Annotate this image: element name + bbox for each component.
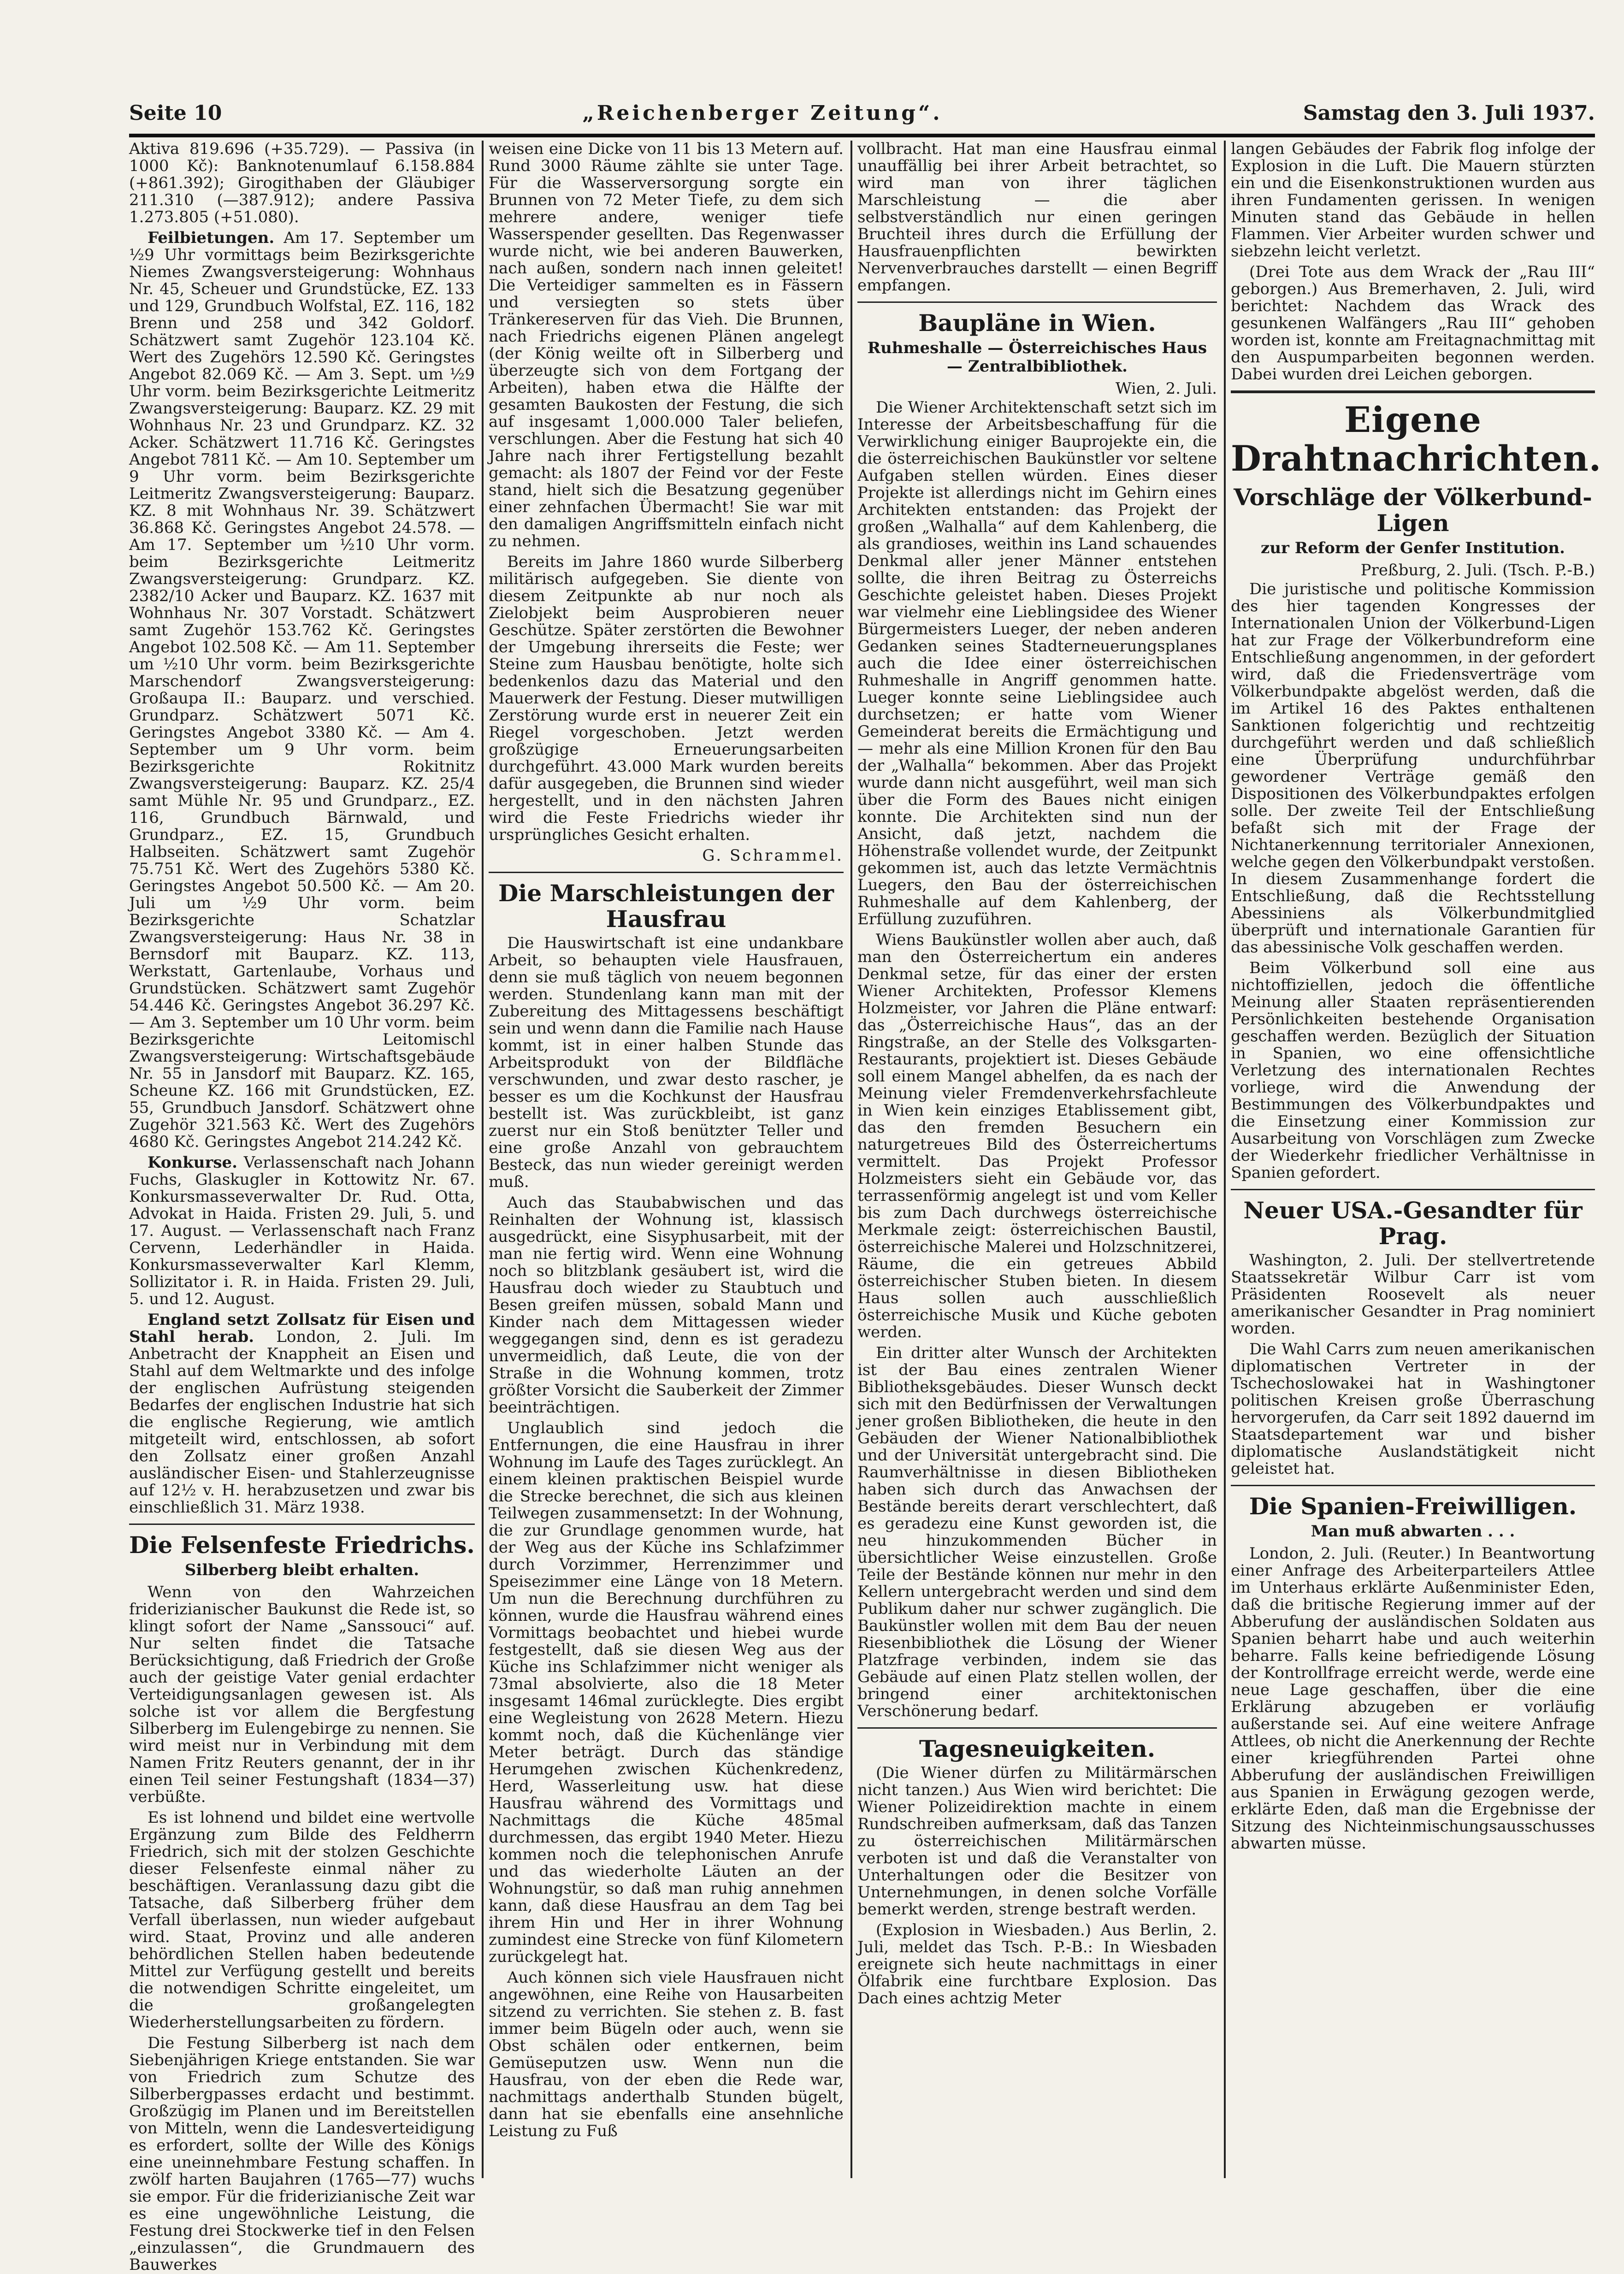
feilbietungen-text: Am 17. September um ½9 Uhr vormittags beim Bezirksgerichte Niemes Zwangsversteigerung: Wohnhaus Nr. 45, Scheuer und Grundstücke, EZ. 133 und 129, Grundbuch Wolfstal, EZ. 116, 182 Brenn und 258 und 342 Goldorf. Schätzwert samt Zugehör 123.104 Kč. Wert des Zugehörs 12.590 Kč. Geringstes Angebot 82.069 Kč. — Am 3. Sept. um ½9 Uhr vorm. beim Bezirksgerichte Leitmeritz Zwangsversteigerung: Bauparz. KZ. 29 mit Wohnhaus Nr. 23 und Grundparz. KZ. 32 Acker. Schätzwert 11.716 Kč. Geringstes Angebot 7811 Kč. — Am 10. September um 9 Uhr vorm. beim Bezirksgerichte Leitmeritz Zwangsversteigerung: Bauparz. KZ. 8 mit Wohnhaus Nr. 39. Schätzwert 36.868 Kč. Geringstes Angebot 24.578. — Am 17. September um ½10 Uhr vorm. beim Bezirksgerichte Leitmeritz Zwangsversteigerung: Grundparz. KZ. 2382/10 Acker und Bauparz. KZ. 1637 mit Wohnhaus Nr. 307 Vorstadt. Schätzwert samt Zugehör 153.762 Kč. Geringstes Angebot 102.508 Kč. — Am 11. September um ½10 Uhr vorm. beim Bezirksgerichte Marschendorf Zwangsversteigerung: Großaupa II.: Bauparz. und verschied. Grundparz. Schätzwert 5071 Kč. Geringstes Angebot 3380 Kč. — Am 4. September um 9 Uhr vorm. beim Bezirksgerichte Rokitnitz Zwangsversteigerung: Bauparz. KZ. 25/4 samt Mühle Nr. 95 und Grundparz., EZ. 116, Grundbuch Bärnwald, und Grundparz., EZ. 15, Grundbuch Halbseiten. Schätzwert samt Zugehör 75.751 Kč. Wert des Zugehörs 5380 Kč. Geringstes Angebot 50.500 Kč. — Am 20. Juli um ½9 Uhr vorm. beim Bezirksgerichte Schatzlar Zwangsversteigerung: Haus Nr. 38 in Bernsdorf mit Bauparz. KZ. 113, Werkstatt, Gartenlaube, Vorhaus und Grundstücken. Schätzwert samt Zugehör 54.446 Kč. Geringstes Angebot 36.297 Kč. — Am 3. September um 10 Uhr vorm. beim Bezirksgerichte Leitomischl Zwangsversteigerung: Wirtschaftsgebäude Nr. 55 in Jansdorf mit Bauparz. KZ. 165, Scheune KZ. 166 mit Grundstücken, EZ. 55, Grundbuch Jansdorf. Schätzwert ohne Zugehör 321.563 Kč. Wert des Zugehörs 4680 Kč. Geringstes Angebot 214.242 Kč. (129, 229, 475, 1151)
article-paragraph: Unglaublich sind jedoch die Entfernungen, die eine Hausfrau in ihrer Wohnung im Laufe des Tages zurücklegt. An einem kleinen praktischen Beispiel wurde die Strecke berechnet, die sich aus kleinen Teilwegen zusammensetzt: In der Wohnung, die zur Grundlage genommen wurde, hat der Weg aus der Küche ins Schlafzimmer durch Vorzimmer, Herrenzimmer und Speisezimmer eine Länge von 18 Metern. Um nun die Berechnung durchführen zu können, wurde die Hausfrau während eines Vormittags beobachtet und hiebei wurde festgestellt, daß sie diesen Weg aus der Küche ins Schlafzimmer nicht weniger als 73mal absolvierte, also die 18 Meter insgesamt 146mal zurücklegte. Dies ergibt eine Wegleistung von 2628 Metern. Hiezu kommt noch, daß die Küchenlänge vier Meter beträgt. Durch das ständige Herumgehen zwischen Küchenkredenz, Herd, Wasserleitung usw. hat diese Hausfrau während des Vormittags und Nachmittags die Küche 485mal durchmessen, das ergibt 1940 Meter. Hiezu kommen noch die telephonischen Anrufe und das wiederholte Läuten an der Wohnungstür, so daß man ruhig annehmen kann, daß diese Hausfrau an dem Tag bei ihrem Hin und Her in ihrer Wohnung zumindest eine Strecke von fünf Kilometern zurückgelegt hat. (489, 1419, 844, 1966)
column-1 (129, 140, 475, 2274)
article-headline-usa-gesandter: Neuer USA.-Gesandter für Prag. (1243, 1197, 1583, 1250)
konkurse-paragraph (129, 1154, 475, 1308)
article-headline-bauplaene: Baupläne in Wien. (918, 309, 1156, 337)
bank-balance-text: Aktiva 819.696 (+35.729). — Passiva (in 1000 Kč): Banknotenumlauf 6.158.884 (+861.392); Girogithaben der Gläubiger 211.310 (—387.912); andere Passiva 1.273.805 (+51.080). (129, 140, 475, 226)
article-paragraph: Washington, 2. Juli. Der stellvertretende Staatssekretär Wilbur Carr ist vom Präsidenten Roosevelt als neuer amerikanischer Gesandter in Prag nominiert worden. (1231, 1251, 1595, 1338)
section-divider (1231, 1485, 1595, 1486)
england-text: London, 2. Juli. Im Anbetracht der Knappheit an Eisen und Stahl auf dem Weltmarkte und des infolge der englischen Aufrüstung steigenden Bedarfes der englischen Industrie hat sich die englische Regierung, wie amtlich mitgeteilt wird, entschlossen, ab sofort den Zollsatz einer großen Anzahl ausländischer Eisen- und Stahlerzeugnisse auf 12½ v. H. herabzusetzen und zwar bis einschließlich 31. März 1938. (129, 1328, 475, 1517)
article-paragraph: Beim Völkerbund soll eine aus nichtoffiziellen, jedoch die öffentliche Meinung aller Staaten repräsentierenden Persönlichkeiten bestehende Organisation geschaffen werden. Bezüglich der Situation in Spanien, wo eine offensichtliche Verletzung des internationalen Rechtes vorliege, wird die Anwendung der Bestimmungen des Völkerbundpaktes und die Einsetzung einer Kommission zur Ausarbeitung von Vorschlägen zum Zwecke der Wiederkehr friedlicher Verhältnisse in Spanien gefordert. (1231, 959, 1595, 1182)
article-signature: G. Schrammel. (702, 846, 844, 865)
article-paragraph: Wiens Baukünstler wollen aber auch, daß man den Österreichertum ein anderes Denkmal setze, für das einer der ersten Wiener Architekten, Professor Klemens Holzmeister, vor Jahren die Pläne entwarf: das „Österreichische Haus“, das an der Ringstraße, an der Stelle des Volksgarten-Restaurants, projektiert ist. Dieses Gebäude soll einem Mangel abhelfen, da es nach der Meinung vieler Fremdenverkehrsfachleute in Wien kein einziges Etablissement gibt, das den fremden Besuchern ein naturgetreues Bild des Österreichertums vermittelt. Das Projekt Professor Holzmeisters sieht ein Gebäude vor, das terrassenförmig angelegt ist und vom Keller bis zum Dach durchwegs österreichische Merkmale zeigt: österreichischen Baustil, österreichische Malerei und Holzschnitzerei, Räume, die ein getreues Abbild österreichischer Stuben bieten. In diesem Haus sollen auch ausschließlich österreichische Musik und Küche geboten werden. (857, 931, 1217, 1341)
article-subhead-bauplaene: Ruhmeshalle — Österreichisches Haus — Zentralbibliothek. (867, 339, 1207, 376)
article-paragraph: Ein dritter alter Wunsch der Architekten ist der Bau eines zentralen Wiener Bibliotheksgebäudes. Dieser Wunsch deckt sich mit den Bedürfnissen der Verwaltungen jener großen Bibliotheken, die heute in den Gebäuden der Wiener Nationalbibliothek und der Universität untergebracht sind. Die Raumverhältnisse in diesen Bibliotheken haben sich durch das Anwachsen der Bestände bereits derart verschlechtert, daß es geradezu eine Kunst geworden ist, die neu hinzukommenden Bücher in übersichtlicher Weise einzustellen. Große Teile der Bestände können nur mehr in den Kellern untergebracht werden und sind dem Publikum daher nur schwer zugänglich. Die Baukünstler wollen mit dem Bau der neuen Riesenbibliothek die Lösung der Wiener Platzfrage verbinden, indem sie das Gebäude auf einen Platz stellen wollen, der bringend einer architektonischen Verschönerung bedarf. (857, 1344, 1217, 1720)
section-divider (857, 301, 1217, 303)
section-divider (129, 1524, 475, 1525)
feilbietungen-paragraph (129, 230, 475, 1151)
article-paragraph: London, 2. Juli. (Reuter.) In Beantwortung einer Anfrage des Arbeiterparteilers Attlee im Unterhaus erklärte Außenminister Eden, daß die britische Regierung immer auf der Abberufung der ausländischen Soldaten aus Spanien beharrt habe und auch weiterhin beharre. Falls keine befriedigende Lösung der Kontrollfrage erreicht werde, werde eine neue Lage geschaffen, über die eine Erklärung abzugeben er vorläufig außerstande sei. Auf eine weitere Anfrage Attlees, ob nicht die Anerkennung der Rechte einer kriegführenden Partei ohne Abberufung der ausländischen Freiwilligen aus Spanien in Erwägung gezogen werde, erklärte Eden, daß man die Ergebnisse der Sitzung des Nichteinmischungsausschusses abwarten müsse. (1231, 1544, 1595, 1853)
article-paragraph: Auch das Staubabwischen und das Reinhalten der Wohnung ist, klassisch ausgedrückt, eine Sisyphusarbeit, mit der man nie fertig wird. Wenn eine Wohnung noch so blitzblank gesäubert ist, wird die Hausfrau doch wieder zu Staubtuch und Besen greifen müssen, sobald Mann und Kinder nach dem Mittagessen wieder weggegangen sind, denn es ist geradezu unvermeidlich, daß Leute, die von der Straße in die Wohnung kommen, trotz größter Vorsicht die Sauberkeit der Zimmer beeinträchtigen. (489, 1193, 844, 1417)
england-lead: England setzt Zollsatz für Eisen und Stahl herab. (129, 1311, 475, 1346)
konkurse-text: Verlassenschaft nach Johann Fuchs, Glaskugler in Kottowitz Nr. 67. Konkursmasseverwalter Dr. Rud. Otta, Advokat in Haida. Fristen 29. Juli, 5. und 17. August. — Verlassenschaft nach Franz Cervenn, Lederhändler in Haida. Konkursmasseverwalter Karl Klemm, Sollizitator i. R. in Haida. Fristen 29. Juli, 5. und 12. August. (129, 1153, 475, 1308)
article-paragraph: (Die Wiener dürfen zu Militärmärschen nicht tanzen.) Aus Wien wird berichtet: Die Wiener Polizeidirektion machte in einem Rundschreiben aufmerksam, daß das Tanzen zu österreichischen Militärmärschen verboten ist und daß die Veranstalter von Unterhaltungen oder die Besitzer von Unternehmungen, in denen solche Vorfälle bemerkt werden, strenge bestraft werden. (857, 1764, 1217, 1919)
feilbietungen-lead: Feilbietungen. (148, 229, 275, 247)
article-paragraph: weisen eine Dicke von 11 bis 13 Metern auf. Rund 3000 Räume zählte sie unter Tage. Für die Wasserversorgung sorgte ein Brunnen von 72 Meter Tiefe, zu dem sich mehrere andere, weniger tiefe Wasserspender gesellten. Das Regenwasser wurde nicht, wie bei anderen Bauwerken, nach außen, sondern nach innen geleitet! Die Verteidiger sammelten es in Fässern und versiegten so stets über Tränkereserven für das Vieh. Die Brunnen, nach Friedrichs eigenen Plänen angelegt (der König weilte oft in Silberberg und überzeugte sich von dem Fortgang der Arbeiten), haben etwa die Hälfte der gesamten Baukosten der Festung, die sich auf insgesamt 1,000.000 Taler beliefen, verschlungen. Aber die Festung hat sich 40 Jahre nach ihrer Fertigstellung bezahlt gemacht: als 1807 der Feind vor der Feste stand, hielt sich die Besatzung gegenüber einer zehnfachen Übermacht! Sie war mit den damaligen Angriffsmitteln einfach nicht zu nehmen. (489, 140, 844, 550)
page-header (129, 97, 1595, 129)
column-4 (1231, 140, 1602, 2178)
column-2 (489, 141, 844, 2178)
page-number: Seite 10 (129, 101, 222, 125)
article-paragraph: (Drei Tote aus dem Wrack der „Rau III“ geborgen.) Aus Bremerhaven, 2. Juli, wird berichtet: Nachdem das Wrack des gesunkenen Walfängers „Rau III“ gehoben worden ist, konnte am Freitagnachmittag mit den Auspumparbeiten begonnen werden. Dabei wurden drei Leichen geborgen. (1231, 263, 1595, 384)
section-divider (1231, 390, 1595, 393)
issue-date: Samstag den 3. Juli 1937. (1303, 101, 1595, 125)
article-paragraph: Die Festung Silberberg ist nach dem Siebenjährigen Kriege entstanden. Sie war von Friedrich zum Schutze des Silberbergpasses erdacht und bestimmt. Großzügig im Planen und im Bereitstellen von Mitteln, wenn die Landesverteidigung es erfordert, sollte der Wille des Königs eine uneinnehmbare Festung schaffen. In zwölf harten Baujahren (1765—77) wuchs sie empor. Für die friderizianische Zeit war es eine ungewöhnliche Leistung, die Festung drei Stockwerke tief in den Felsen „einzulassen“, die Grundmauern des Bauwerkes (129, 2034, 475, 2274)
article-paragraph: vollbracht. Hat man eine Hausfrau einmal unauffällig bei ihrer Arbeit betrachtet, so wird man von ihrer täglichen Marschleistung — die aber selbstverständlich nur einen geringen Bruchteil ihres durch die Erfüllung der Hausfrauenpflichten bewirkten Nervenverbrauches darstellt — einen Begriff empfangen. (857, 140, 1217, 295)
article-paragraph: (Explosion in Wiesbaden.) Aus Berlin, 2. Juli, meldet das Tsch. P.-B.: In Wiesbaden ereignete sich heute nachmittags in einer Ölfabrik eine furchtbare Explosion. Das Dach eines achtzig Meter (857, 1921, 1217, 2008)
article-paragraph: Die juristische und politische Kommission des hier tagenden Kongresses der Internationalen Union der Völkerbund-Ligen hat zur Frage der Völkerbundreform eine Entschließung angenommen, in der gefordert wird, daß die Friedensverträge vom Völkerbundpakte abgelöst werden, daß die im Artikel 16 des Paktes enthaltenen Sanktionen folgerichtig und rechtzeitig durchgeführt werden und daß schließlich eine Überprüfung undurchführbar gewordener Verträge gemäß den Dispositionen des Völkerbundpaktes erfolgen solle. Der zweite Teil der Entschließung befaßt sich mit der Frage der Nichtanerkennung territorialer Annexionen, welche gegen den Völkerbundpakt verstoßen. In diesem Zusammenhange fordert die Entschließung, daß die Rechtsstellung Abessiniens als Völkerbundmitglied überprüft und internationale Garantien für das abessinische Volk geschaffen werden. (1231, 580, 1595, 957)
newspaper-title: „Reichenberger Zeitung“. (582, 101, 943, 125)
article-headline-hausfrau: Die Marschleistungen der Hausfrau (498, 880, 834, 933)
article-paragraph: Bereits im Jahre 1860 wurde Silberberg militärisch aufgegeben. Sie diente von diesem Zeitpunkte ab nur noch als Zielobjekt beim Ausprobieren neuer Geschütze. Später zerstörten die Bewohner der Umgebung ihrerseits die Feste; wer Steine zum Hausbau benötigte, holte sich bedenkenlos dazu das Material und den Mauerwerk der Festung. Dieser mutwilligen Zerstörung wurde erst in neuerer Zeit ein Riegel vorgeschoben. Jetzt werden großzügige Erneuerungsarbeiten durchgeführt. 43.000 Mark wurden bereits dafür ausgegeben, die Brunnen sind wieder hergestellt, und in den nächsten Jahren wird die Feste Friedrichs wieder ihr ursprüngliches Gesicht erhalten. (489, 553, 844, 844)
column-3 (857, 141, 1217, 2178)
section-divider (1231, 1189, 1595, 1190)
column-rule (850, 141, 852, 2178)
section-divider (857, 1727, 1217, 1729)
dateline: Preßburg, 2. Juli. (Tsch. P.-B.) (1360, 561, 1595, 579)
article-headline-tagesneuigkeiten: Tagesneuigkeiten. (919, 1735, 1156, 1762)
section-headline-drahtnachrichten: Eigene Drahtnachrichten. (1231, 399, 1602, 479)
article-headline-voelkerbund: Vorschläge der Völkerbund-Ligen (1234, 484, 1592, 537)
dateline: Wien, 2. Juli. (1115, 379, 1217, 398)
article-paragraph: Auch können sich viele Hausfrauen nicht angewöhnen, eine Reihe von Hausarbeiten sitzend zu verrichten. Sie stehen z. B. fast immer beim Bügeln oder auch, wenn sie Obst schälen oder entkernen, beim Gemüseputzen usw. Wenn nun die Hausfrau, von der eben die Rede war, nachmittags anderthalb Stunden bügelt, dann hat sie ebenfalls eine ansehnliche Leistung zu Fuß (489, 1968, 844, 2140)
article-headline-felsenfeste: Die Felsenfeste Friedrichs. (129, 1531, 475, 1559)
article-subhead-voelkerbund: zur Reform der Genfer Institution. (1261, 539, 1565, 557)
article-paragraph: langen Gebäudes der Fabrik flog infolge der Explosion in die Luft. Die Mauern stürzten ein und die Eisenkonstruktionen wurden aus ihren Fundamenten gerissen. In wenigen Minuten stand das Gebäude in hellen Flammen. Vier Arbeiter wurden schwer und siebzehn leicht verletzt. (1231, 140, 1595, 260)
article-subhead-silberberg: Silberberg bleibt erhalten. (184, 1561, 419, 1579)
konkurse-lead: Konkurse. (148, 1153, 238, 1172)
column-rule (1224, 141, 1226, 2178)
column-rule (482, 141, 484, 2178)
header-rule (129, 134, 1595, 137)
article-paragraph: Die Wahl Carrs zum neuen amerikanischen diplomatischen Vertreter in der Tschechoslowakei hat in Washingtoner politischen Kreisen große Überraschung hervorgerufen, da Carr seit 1892 dauernd im Staatsdepartement war und bisher diplomatische Auslandstätigkeit nicht geleistet hat. (1231, 1340, 1595, 1478)
article-subhead-spanien: Man muß abwarten . . . (1311, 1522, 1515, 1541)
article-paragraph: Die Wiener Architektenschaft setzt sich im Interesse der Arbeitsbeschaffung für die Verwirklichung einiger Bauprojekte ein, die die österreichischen Baukünstler vor seltene Aufgaben stellen würden. Eines dieser Projekte ist allerdings nicht im Gehirn eines Architekten entstanden: das Projekt der großen „Walhalla“ auf dem Kahlenberg, die als grandioses, weithin ins Land schauendes Denkmal aller jener Männer entstehen sollte, die ihren Beitrag zu Österreichs Geschichte geleistet haben. Dieses Projekt war vielmehr eine Lieblingsidee des Wiener Bürgermeisters Lueger, der neben anderen Gedanken seines Stadterneuerungsplanes auch die Idee einer österreichischen Ruhmeshalle in Angriff genommen hatte. Lueger konnte seine Lieblingsidee auch durchsetzen; er hatte vom Wiener Gemeinderat bereits die Ermächtigung und — mehr als eine Million Kronen für den Bau der „Walhalla“ bekommen. Aber das Projekt wurde dann nicht ausgeführt, weil man sich über die Form des Baues nicht einigen konnte. Die Architekten sind nun der Ansicht, daß jetzt, nachdem die Höhenstraße vollendet wurde, der Zeitpunkt gekommen ist, auch das letzte Vermächtnis Luegers, den Bau der österreichischen Ruhmeshalle auf dem Kahlenberg, der Erfüllung zuzuführen. (857, 398, 1217, 928)
article-paragraph: Wenn von den Wahrzeichen friderizianischer Baukunst die Rede ist, so klingt sofort der Name „Sanssouci“ auf. Nur selten findet die Tatsache Berücksichtigung, daß Friedrich der Große auch der geistige Vater genial erdachter Verteidigungsanlagen gewesen ist. Als solche ist vor allem die Bergfestung Silberberg im Eulengebirge zu nennen. Sie wird meist nur in Verbindung mit dem Namen Fritz Reuters genannt, der in ihr einen Teil seiner Festungshaft (1834—37) verbüßte. (129, 1583, 475, 1806)
article-paragraph: Es ist lohnend und bildet eine wertvolle Ergänzung zum Bilde des Feldherrn Friedrich, sich mit der stolzen Geschichte dieser Felsenfeste einmal näher zu beschäftigen. Veranlassung dazu gibt die Tatsache, daß Silberberg früher dem Verfall überlassen, nun wieder aufgebaut wird. Staat, Provinz und alle anderen behördlichen Stellen haben bedeutende Mittel zur Verfügung gestellt und bereits die notwendigen Schritte eingeleitet, um die großangelegten Wiederherstellungsarbeiten zu fördern. (129, 1808, 475, 2032)
section-divider (489, 872, 844, 873)
article-headline-spanien: Die Spanien-Freiwilligen. (1249, 1493, 1577, 1520)
england-paragraph (129, 1311, 475, 1516)
article-paragraph: Die Hauswirtschaft ist eine undankbare Arbeit, so behaupten viele Hausfrauen, denn sie muß täglich von neuem begonnen werden. Stundenlang kann man mit der Zubereitung des Mittagessens beschäftigt sein und wenn dann die Familie nach Hause kommt, ist in einer halben Stunde das Arbeitsprodukt von der Bildfläche verschwunden, und zwar desto rascher, je besser es um die Kochkunst der Hausfrau bestellt ist. Was zurückbleibt, ist ganz zuerst nur ein Stoß benützter Teller und eine große Anzahl von gebrauchtem Besteck, das nun wieder gereinigt werden muß. (489, 934, 844, 1191)
